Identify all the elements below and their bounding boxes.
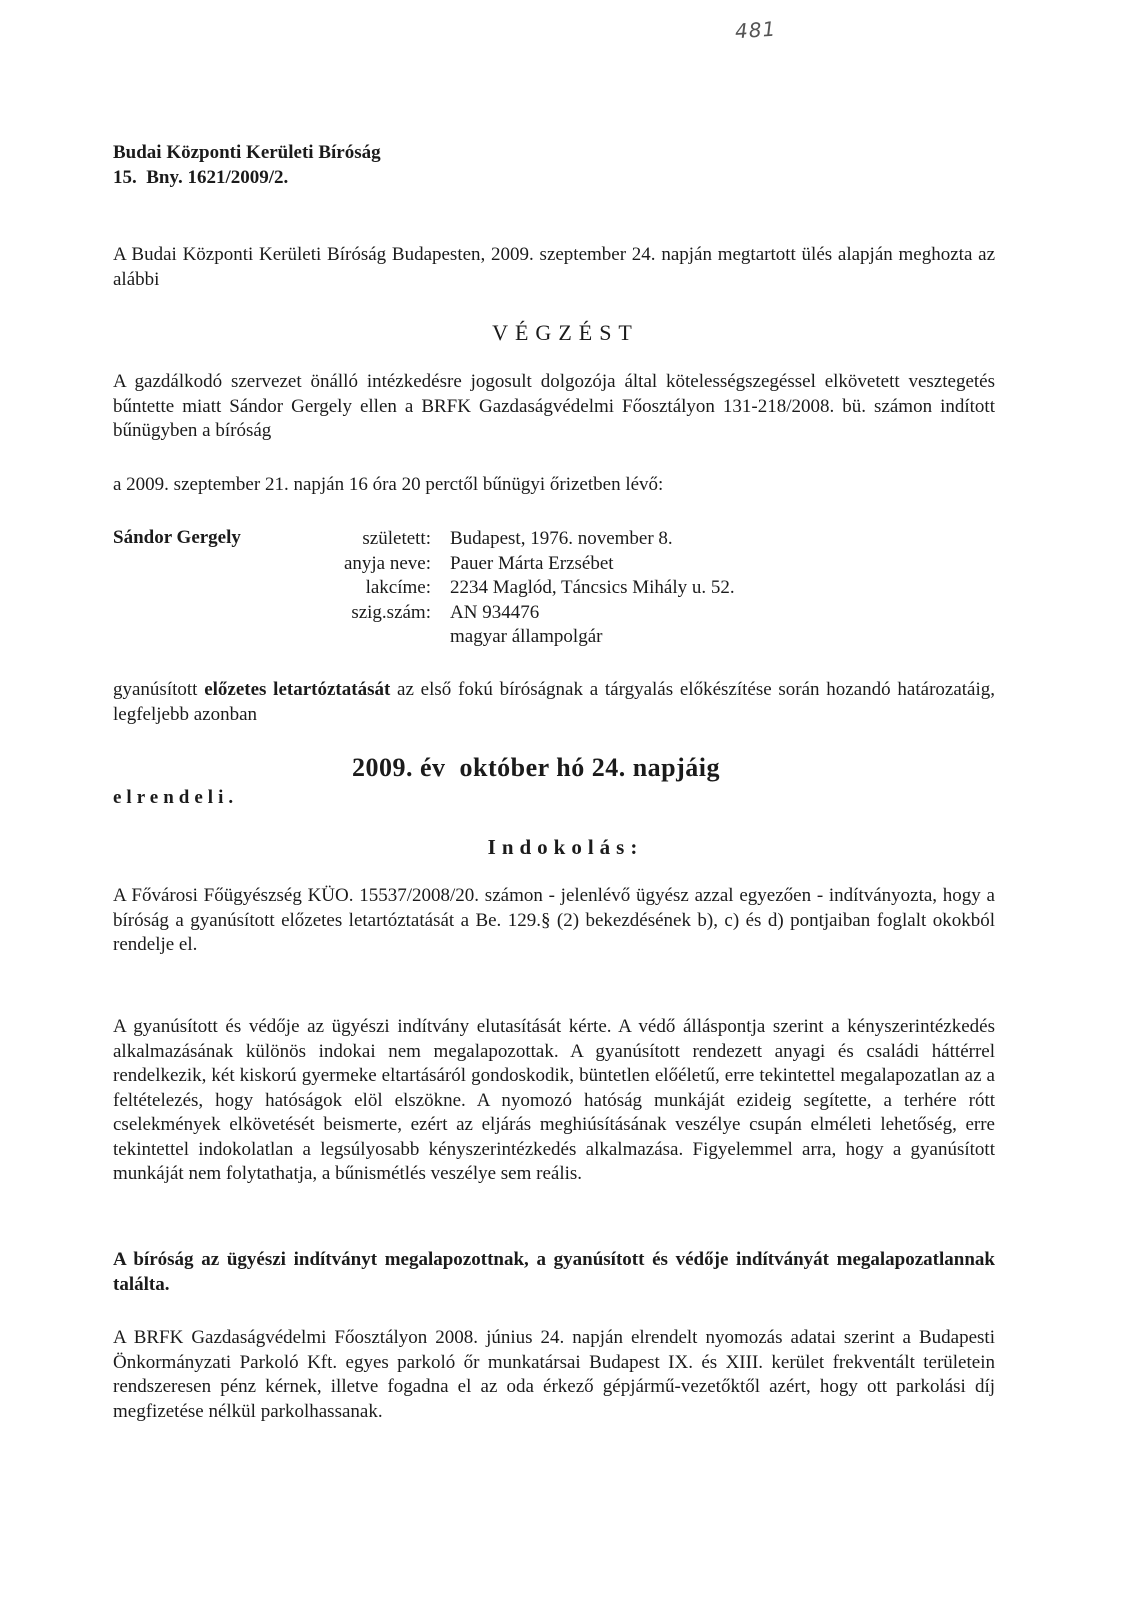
order-paragraph (113, 678, 995, 727)
handwritten-page-number: 481 (734, 16, 777, 44)
value-born: Budapest, 1976. november 8. (450, 528, 673, 549)
verdict-word: elrendeli. (113, 787, 239, 808)
value-id: AN 934476 (450, 601, 540, 623)
suspect-values (450, 527, 735, 650)
deadline-date: 2009. év október hó 24. napjáig (352, 753, 720, 782)
suspect-labels (298, 527, 431, 625)
label-address: lakcíme: (365, 577, 431, 598)
detention-start: a 2009. szeptember 21. napján 16 óra 20 perctől bűnügyi őrizetben lévő: (113, 474, 664, 495)
order-bold: előzetes letartóztatását (204, 679, 391, 700)
order-prefix: gyanúsított (113, 679, 198, 700)
case-number: 15. Bny. 1621/2009/2. (113, 167, 289, 188)
document-title: VÉGZÉST (492, 320, 639, 345)
court-name: Budai Központi Kerületi Bíróság (113, 142, 381, 163)
value-citizenship: magyar állampolgár (450, 626, 603, 647)
finding-paragraph: A bíróság az ügyészi indítványt megalapozottnak, a gyanúsított és védője indítványát megalapozatlannak találta. (113, 1249, 995, 1295)
defense-paragraph: A gyanúsított és védője az ügyészi indítvány elutasítását kérte. A védő álláspontja szerint a kényszerintézkedés alkalmazásának különös indokai nem megalapozottak. A gyanúsított rendezett anyagi és családi háttérrel rendelkezik, két kiskorú gyermeke eltartásáról gondoskodik, büntetlen előéletű, erre tekintettel megalapozatlan az a feltételezés, hogy hatóságok elöl elszökne. A nyomozó hatóság munkáját ezideig segítette, a terhére rótt cselekmények elkövetését beismerte, ezért az eljárás meghiúsításának veszélye csupán elméleti lehetőség, erre tekintettel indokolatlan a legsúlyosabb kényszerintézkedés alkalmazása. Figyelemmel arra, hogy a gyanúsított munkáját nem folytathatja, a bűnismétlés veszélye sem reális. (113, 1016, 995, 1184)
value-mother: Pauer Márta Erzsébet (450, 552, 614, 574)
label-born: született: (362, 528, 431, 549)
label-mother: anyja neve: (343, 552, 431, 574)
document-header (113, 140, 381, 190)
case-description: A gazdálkodó szervezet önálló intézkedésre jogosult dolgozója által kötelességszegéssel elkövetett vesztegetés bűntette miatt Sándor Gergely ellen a BRFK Gazdaságvédelmi Főosztályon 131-218/2008. bü. számon indított bűnügyben a bíróság (113, 371, 995, 441)
intro-paragraph: A Budai Központi Kerületi Bíróság Budapesten, 2009. szeptember 24. napján megtartott ülés alapján meghozta az alábbi (113, 244, 995, 290)
suspect-name: Sándor Gergely (113, 527, 241, 548)
label-id: szig.szám: (351, 601, 431, 623)
order-suffix: az első fokú bíróságnak a tárgyalás előkészítése során hozandó határozatáig, legfeljebb azonban (113, 679, 995, 725)
facts-paragraph: A BRFK Gazdaságvédelmi Főosztályon 2008. június 24. napján elrendelt nyomozás adatai szerint a Budapesti Önkormányzati Parkoló Kft. egyes parkoló őr munkatársai Budapest IX. és XIII. kerület frekventált területein rendszeresen pénz kérnek, illetve fogadna el az oda érkező gépjármű-vezetőktől azért, hogy ott parkolási díj megfizetése nélkül parkolhassanak. (113, 1327, 995, 1422)
prosecutor-paragraph: A Fővárosi Főügyészség KÜO. 15537/2008/20. számon - jelenlévő ügyész azzal egyezően - indítványozta, hogy a bíróság a gyanúsított előzetes letartóztatását a Be. 129.§ (2) bekezdésének b), c) és d) pontjaiban foglalt okokból rendelje el. (113, 885, 995, 955)
value-address: 2234 Maglód, Táncsics Mihály u. 52. (450, 577, 735, 598)
reasoning-title: Indokolás: (487, 835, 644, 859)
